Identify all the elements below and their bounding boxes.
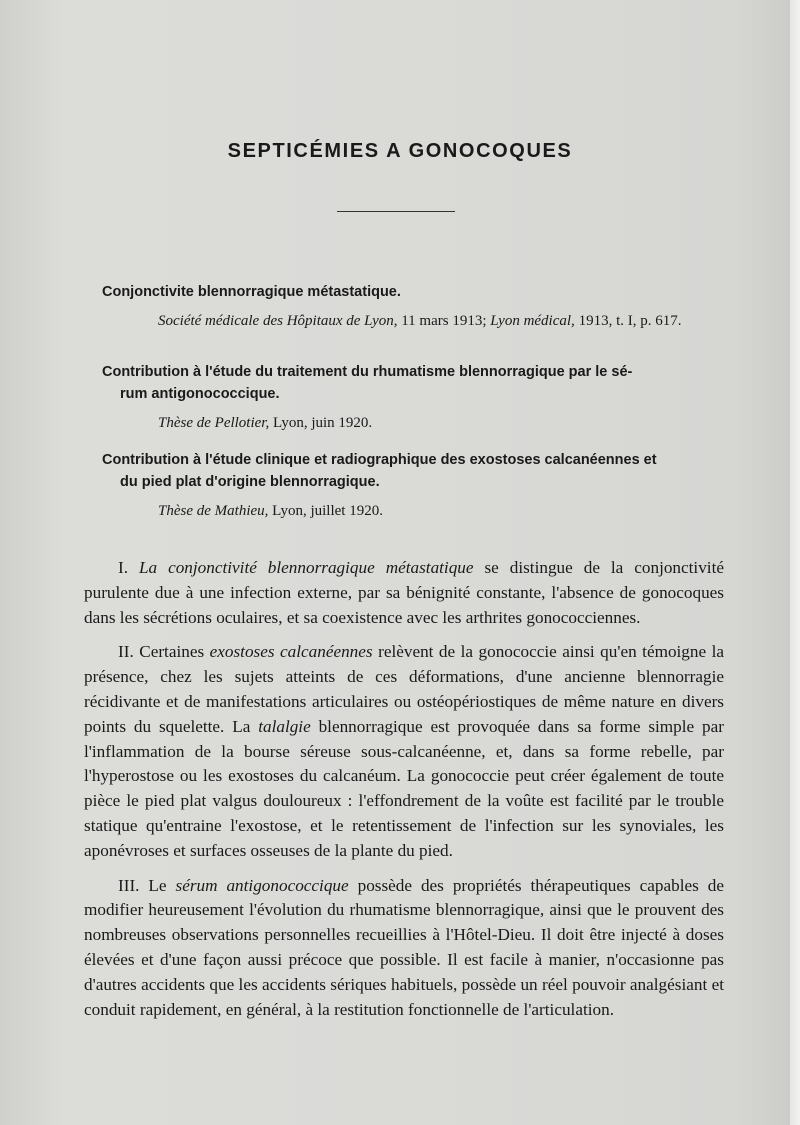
reference-3 [102,449,702,521]
paragraph-1: I. La conjonctivité blennorragique métastatique se distingue de la conjonctivité purulente due à une infection externe, par sa bénignité constante, l'absence de gonocoques dans les sécrétions oculaires, et sa coexistence avec les arthrites gonococciennes. [84,558,724,627]
reference-source: Thèse de Pellotier, Lyon, juin 1920. [158,415,373,431]
reference-source: Thèse de Mathieu, Lyon, juillet 1920. [158,503,383,519]
reference-title: Conjonctivite blennorragique métastatique. [102,284,401,300]
reference-1 [102,281,702,331]
paragraph-2: II. Certaines exostoses calcanéennes relèvent de la gonococcie ainsi qu'en témoigne la présence, chez les sujets atteints de ces déformations, d'une ancienne blennorragie récidivante et de manifestations articulaires ou ostéopériostiques de même nature en divers points du squelette. La talalgie blennorragique est provoquée dans sa forme simple par l'inflammation de la bourse séreuse sous-calcanéenne, et, dans sa forme rebelle, par l'hyperostose ou les exostoses du calcanéum. La gonococcie peut créer également de toute pièce le pied plat valgus douloureux : l'effondrement de la voûte est facilité par le trouble statique qu'entraine l'exostose, et le retentissement de l'infection sur les synoviales, les aponévroses et surfaces osseuses de la plante du pied. [84,642,725,860]
reference-title: Contribution à l'étude clinique et radiographique des exostoses calcanéennes et du pied plat d'origine blennorragique. [102,452,657,490]
reference-2 [102,361,702,433]
page-title: SEPTICÉMIES A GONOCOQUES [227,140,573,162]
paragraph-3: III. Le sérum antigonococcique possède des propriétés thérapeutiques capables de modifier heureusement l'évolution du rhumatisme blennorragique, ainsi que le prouvent des nombreuses observations personnelles recueillies à l'Hôtel-Dieu. Il doit être injecté à doses élevées et d'une façon aussi précoce que possible. Il est facile à manier, n'occasionne pas d'autres accidents que les accidents sériques habituels, possède un réel pouvoir analgésiant et conduit rapidement, en général, à la restitution fonctionnelle de l'articulation. [84,875,724,1019]
reference-title: Contribution à l'étude du traitement du rhumatisme blennorragique par le sé- rum antigonococcique. [102,364,633,402]
page-edge [790,0,800,1125]
title-divider [337,211,455,212]
summary-body [84,556,724,1032]
reference-source: Société médicale des Hôpitaux de Lyon, 11 mars 1913; Lyon médical, 1913, t. I, p. 617. [158,313,682,329]
